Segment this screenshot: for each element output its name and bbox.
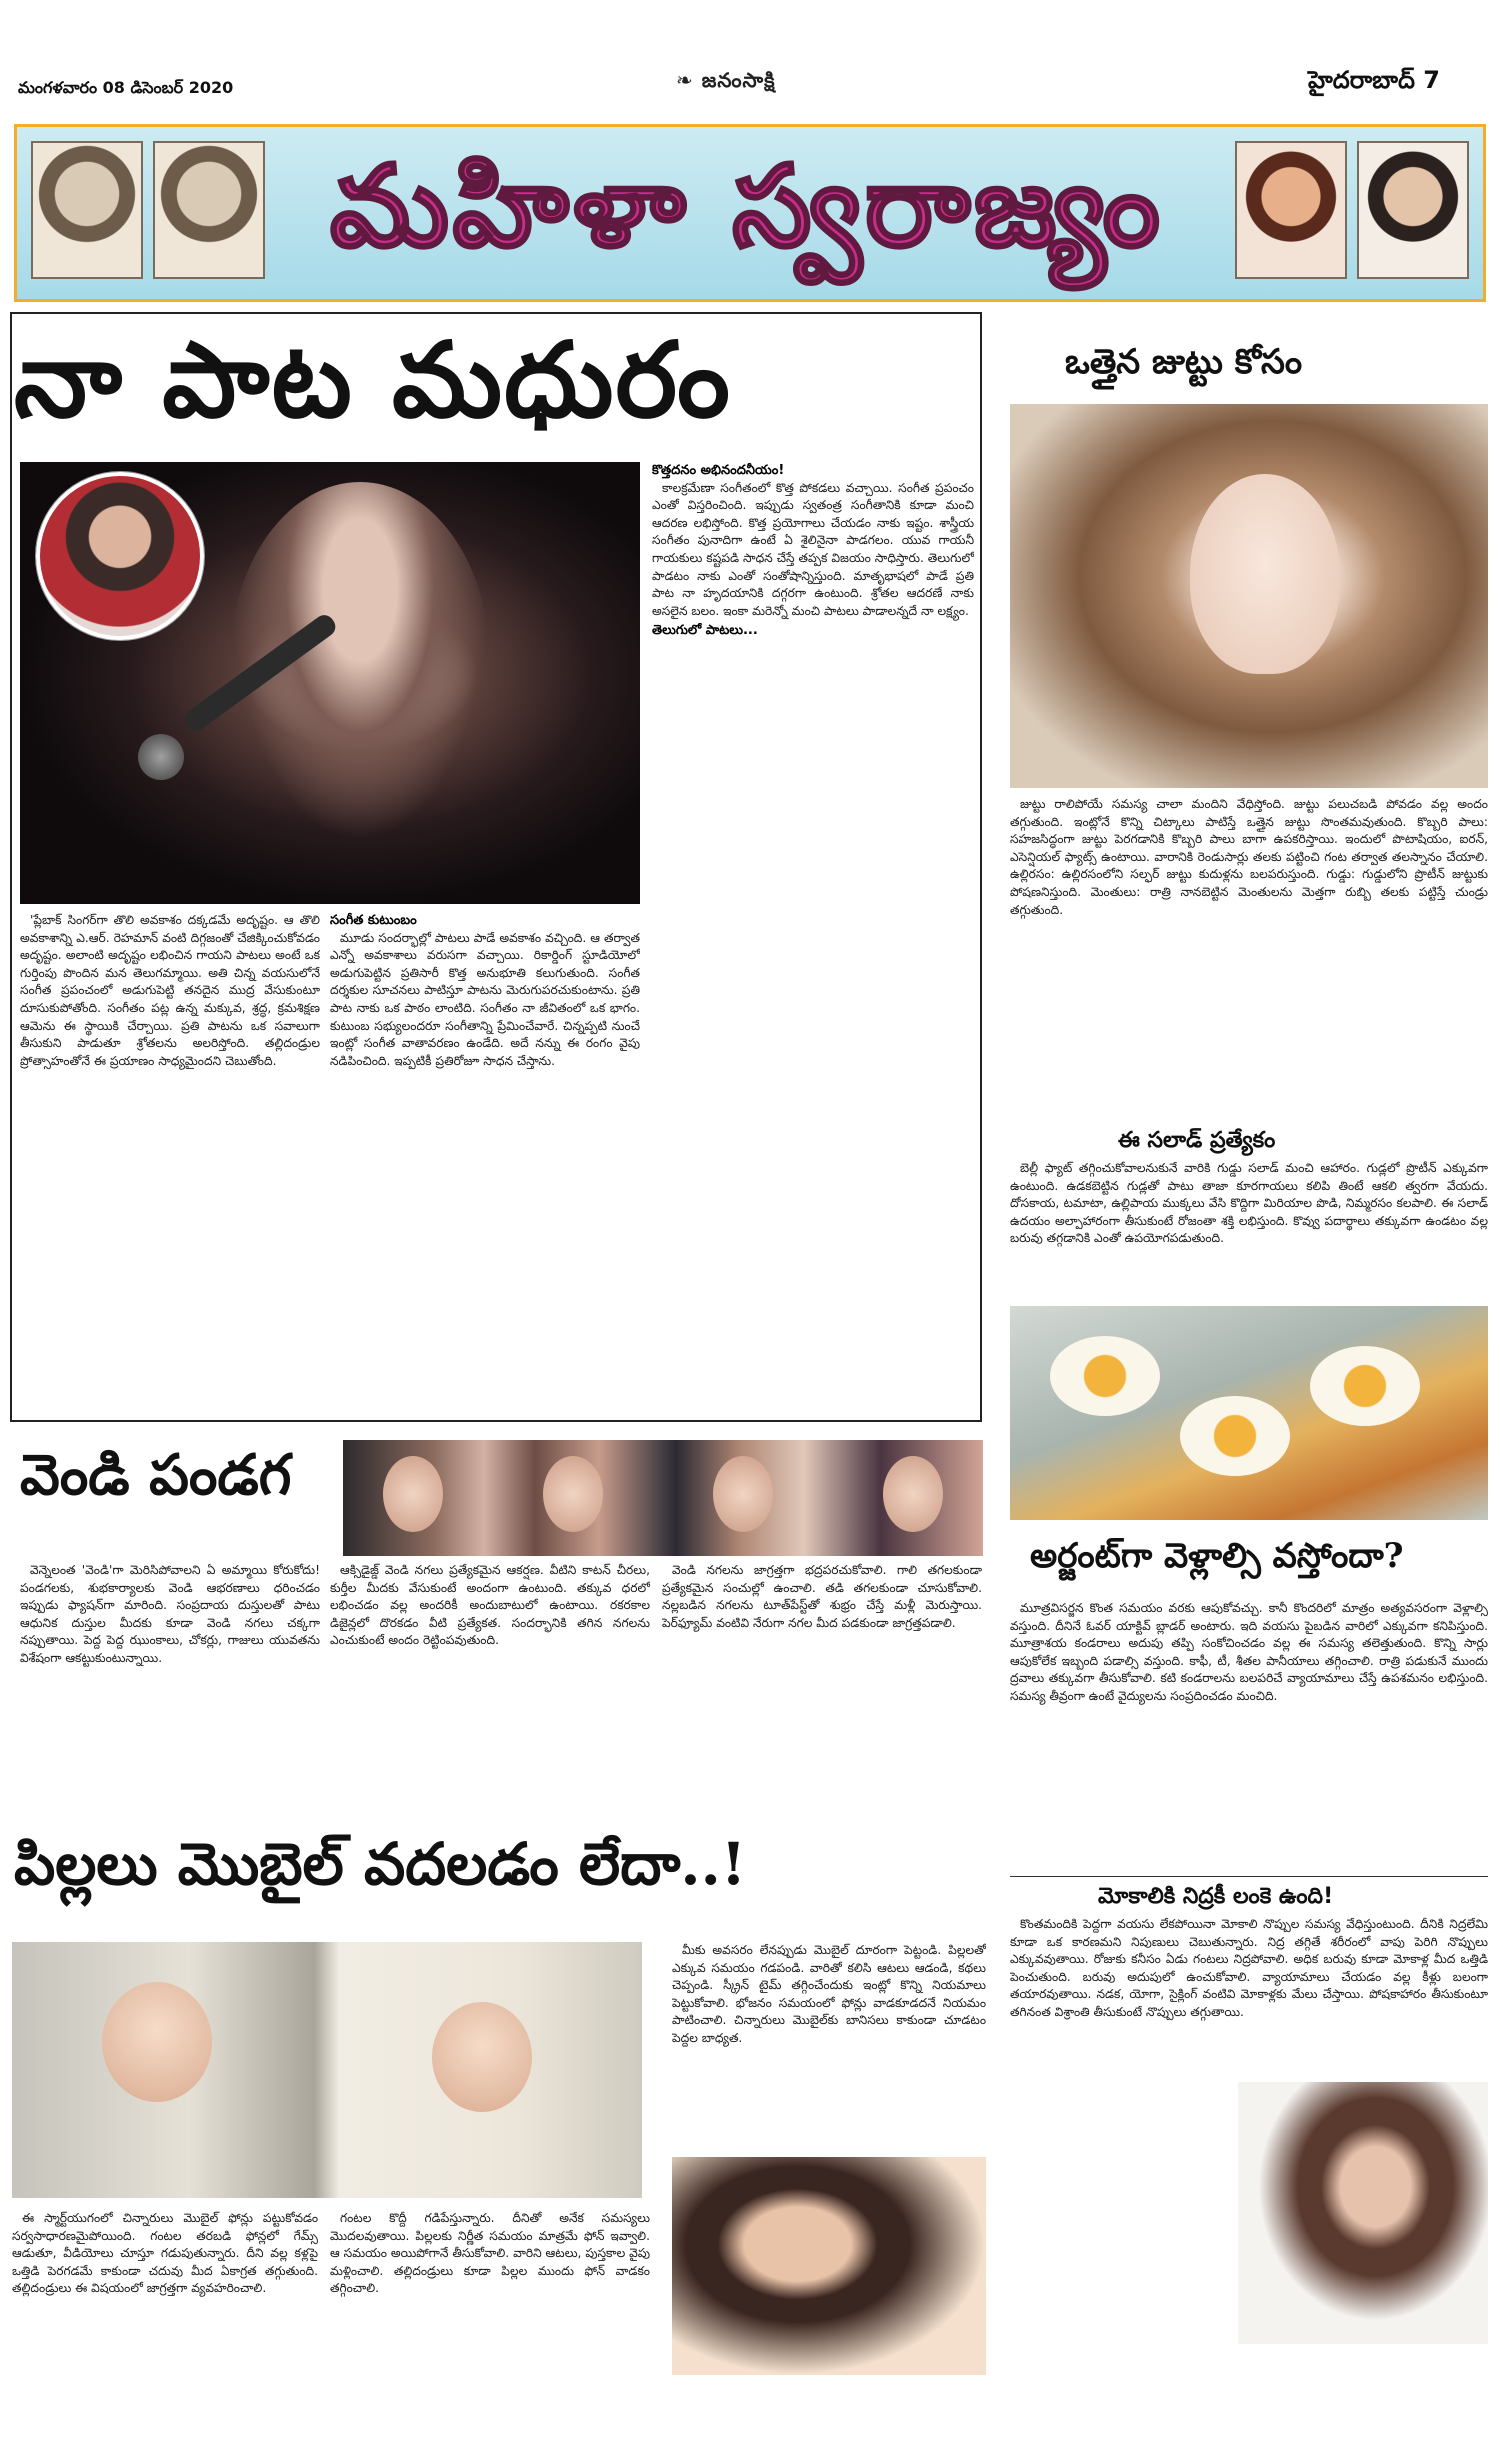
egg-slice-1 (1050, 1336, 1160, 1416)
subhead-novelty: కొత్తదనం అభినందనీయం! (652, 463, 785, 478)
kid-face-2 (432, 2002, 532, 2112)
subhead-family: సంగీత కుటుంబం (330, 913, 417, 928)
article-silver-col1 (20, 1562, 320, 1810)
article-silver-title: వెండి పండగ (20, 1442, 292, 1508)
article-knee-title: మోకాలికి నిద్రకీ లంకె ఉంది! (1098, 1884, 1334, 1909)
salad-photo (1010, 1306, 1488, 1520)
masthead (676, 68, 776, 97)
hair-model-photo (1010, 404, 1488, 788)
banner-portrait-4 (1357, 141, 1469, 279)
model-face-1 (383, 1456, 443, 1532)
model-face-2 (543, 1456, 603, 1532)
kids-with-phones-photo (12, 1942, 642, 2198)
issue-date: మంగళవారం 08 డిసెంబర్ 2020 (18, 78, 234, 97)
masthead-text: జనంసాక్షి (701, 68, 776, 92)
banner-portrait-3 (1235, 141, 1347, 279)
model-face-4 (883, 1456, 943, 1532)
salad-body (1010, 1160, 1488, 1300)
article-mobile-col2-text: గంటల కొద్దీ గడిపేస్తున్నారు. దీనితో అనేక సమస్యలు మొదలవుతాయి. పిల్లలకు నిర్ణీత సమయం మాత్రమే ఫోన్‌ ఇవ్వాలి. ఆ సమయం అయిపోగానే తీసుకోవాలి. వారిని ఆటలు, పుస్తకాల వైపు మళ్లించాలి. తల్లిదండ్రులు కూడా పిల్లల ముందు ఫోన్‌ వాడకం తగ్గించాలి. (330, 2211, 650, 2296)
banner-title: మహిళా స్వరాజ్యం (330, 141, 1164, 272)
article-mobile-col1-text: ఈ స్మార్ట్‌యుగంలో చిన్నారులు మొబైల్‌ ఫోన్లు పట్టుకోవడం సర్వసాధారణమైపోయింది. గంటల తరబడి ఫోన్లలో గేమ్స్‌ ఆడుతూ, వీడియోలు చూస్తూ గడుపుతున్నారు. దీని వల్ల కళ్లపై ఒత్తిడి పెరగడమే కాకుండా చదువు మీద ఏకాగ్రత తగ్గుతుంది. తల్లిదండ్రులు ఈ విషయంలో జాగ్రత్తగా వ్యవహరించాలి. (12, 2211, 318, 2296)
article-silver-col1-text: వెన్నెలంత 'వెండి'గా మెరిసిపోవాలని ఏ అమ్మాయి కోరుకోదు! పండగలకు, శుభకార్యాలకు వెండి ఆభరణాలు ధరించడం ఇప్పుడు ఫ్యాషన్‌గా మారింది. సంప్రదాయ దుస్తులతో పాటు ఆధునిక దుస్తుల మీదకు కూడా వెండి నగలు చక్కగా నప్పుతాయి. పెద్ద పెద్ద ఝుంకాలు, చోకర్లు, గాజులు యువతను విశేషంగా ఆకట్టుకుంటున్నాయి. (20, 1563, 320, 1665)
article-hair-body (1010, 796, 1488, 1116)
article-song-col2 (330, 912, 640, 1412)
banner-portrait-1 (31, 141, 143, 279)
article-song-col3-text: కాలక్రమేణా సంగీతంలో కొత్త పోకడలు వచ్చాయి. సంగీత ప్రపంచం ఎంతో విస్తరించింది. ఇప్పుడు స్వతంత్ర సంగీతానికి కూడా మంచి ఆదరణ లభిస్తోంది. కొత్త ప్రయోగాలు చేయడం నాకు ఇష్టం. శాస్త్రీయ సంగీతం పునాదిగా ఉంటే ఏ శైలినైనా పాడగలం. యువ గాయనీ గాయకులు కష్టపడి సాధన చేస్తే తప్పక విజయం సాధిస్తారు. తెలుగులో పాడటం నాకు ఎంతో సంతోషాన్నిస్తుంది. మాతృభాషలో పాడే ప్రతి పాట నా హృదయానికి దగ్గరగా ఉంటుంది. శ్రోతల ఆదరణే నాకు అసలైన బలం. ఇంకా మరెన్నో మంచి పాటలు పాడాలన్నదే నా లక్ష్యం. (652, 480, 974, 618)
banner-portrait-2 (153, 141, 265, 279)
page-number (1308, 66, 1440, 100)
article-silver-col3 (662, 1562, 982, 1810)
page-number-value: 7 (1423, 66, 1440, 94)
girl-with-phone-photo (672, 2157, 986, 2375)
article-hair-text: జుట్టు రాలిపోయే సమస్య చాలా మందిని వేధిస్తోంది. జుట్టు పలుచబడి పోవడం వల్ల అందం తగ్గుతుంది. ఇంట్లోనే కొన్ని చిట్కాలు పాటిస్తే ఒత్తైన జుట్టు సొంతమవుతుంది. కొబ్బరి పాలు: సహజసిద్ధంగా జుట్టు పెరగడానికి కొబ్బరి పాలు బాగా ఉపకరిస్తాయి. ఇందులో పొటాషియం, ఐరన్‌, ఎసెన్షియల్‌ ఫ్యాట్స్‌ ఉంటాయి. వారానికి రెండుసార్లు తలకు పట్టించి గంట తర్వాత తలస్నానం చేయాలి. ఉల్లిరసం: ఉల్లిరసంలోని సల్ఫర్‌ జుట్టు కుదుళ్లను బలపరుస్తుంది. గుడ్డు: గుడ్డులోని ప్రొటీన్‌ జుట్టుకు పోషణనిస్తుంది. మెంతులు: రాత్రి నానబెట్టిన మెంతులను మెత్తగా రుబ్బి తలకు పట్టిస్తే చుండ్రు తగ్గుతుంది. (1010, 797, 1488, 917)
knee-pain-photo (1238, 2082, 1488, 2344)
knee-divider (1010, 1876, 1488, 1877)
egg-slice-2 (1180, 1396, 1290, 1476)
article-mobile-col2 (330, 2210, 650, 2450)
microphone-head (138, 734, 184, 780)
article-urgent-text: మూత్రవిసర్జన కొంత సమయం వరకు ఆపుకోవచ్చు. కానీ కొందరిలో మాత్రం అత్యవసరంగా వెళ్లాల్సి వస్తుంది. దీనినే ఓవర్‌ యాక్టివ్‌ బ్లాడర్‌ అంటారు. ఇది వయసు పైబడిన వారిలో ఎక్కువగా కనిపిస్తుంది. మూత్రాశయ కండరాలు అదుపు తప్పి సంకోచించడం వల్ల ఈ సమస్య తలెత్తుతుంది. కొన్ని సార్లు ఆపుకోలేక ఇబ్బంది పడాల్సి వస్తుంది. కాఫీ, టీ, శీతల పానీయాలు తగ్గించాలి. రాత్రి పడుకునే ముందు ద్రవాలు తక్కువగా తీసుకోవాలి. కటి కండరాలను బలపరిచే వ్యాయామాలు చేస్తే ఉపశమనం లభిస్తుంది. సమస్య తీవ్రంగా ఉంటే వైద్యులను సంప్రదించడం మంచిది. (1010, 1601, 1488, 1703)
model-face (1190, 474, 1340, 674)
egg-slice-3 (1310, 1346, 1420, 1426)
article-silver-col2 (330, 1562, 650, 1810)
singer-inset-photo (36, 472, 204, 640)
article-knee-text: కొంతమందికి పెద్దగా వయసు లేకపోయినా మోకాలి నొప్పుల సమస్య వేధిస్తుంటుంది. దీనికి నిద్రలేమి కూడా ఒక కారణమని నిపుణులు చెబుతున్నారు. నిద్ర తగ్గితే శరీరంలో వాపు పెరిగి నొప్పులు ఎక్కువవుతాయి. రోజుకు కనీసం ఏడు గంటలు నిద్రపోవాలి. అధిక బరువు కూడా మోకాళ్ల మీద ఒత్తిడి పెంచుతుంది. బరువు అదుపులో ఉంచుకోవాలి. వ్యాయామాలు చేయడం వల్ల కీళ్లు బలంగా తయారవుతాయి. నడక, యోగా, సైక్లింగ్‌ వంటివి మోకాళ్లకు మేలు చేస్తాయి. పోషకాహారం తీసుకుంటూ తగినంత విశ్రాంతి తీసుకుంటే నొప్పులు తగ్గుతాయి. (1010, 1917, 1488, 2019)
article-song-col2-text: మూడు సందర్భాల్లో పాటలు పాడే అవకాశం వచ్చింది. ఆ తర్వాత ఎన్నో అవకాశాలు వరుసగా వచ్చాయి. రికార్డింగ్‌ స్టూడియోలో అడుగుపెట్టిన ప్రతిసారీ కొత్త అనుభూతి కలుగుతుంది. సంగీత దర్శకుల సూచనలు పాటిస్తూ పాటను మెరుగుపరచుకుంటాను. ప్రతి పాట నాకు ఒక పాఠం లాంటిది. సంగీతం నా జీవితంలో ఒక భాగం. కుటుంబ సభ్యులందరూ సంగీతాన్ని ప్రేమించేవారే. చిన్నప్పటి నుంచే ఇంట్లో సంగీత వాతావరణం ఉండేది. అదే నన్ను ఈ రంగం వైపు నడిపించింది. ఇప్పటికీ ప్రతిరోజూ సాధన చేస్తాను. (330, 930, 640, 1068)
city-name: హైదరాబాద్ (1308, 66, 1415, 94)
article-mobile-col1 (12, 2210, 318, 2450)
article-mobile-col3 (672, 1942, 986, 2152)
article-urgent-body (1010, 1600, 1488, 1870)
kid-face-1 (102, 1982, 212, 2102)
silver-jewelry-photo-strip (343, 1440, 983, 1556)
section-banner (14, 124, 1486, 302)
article-silver-col3-text: వెండి నగలను జాగ్రత్తగా భద్రపరచుకోవాలి. గాలి తగలకుండా ప్రత్యేకమైన సంచుల్లో ఉంచాలి. తడి తగలకుండా చూసుకోవాలి. నల్లబడిన నగలను టూత్‌పేస్ట్‌తో శుభ్రం చేస్తే మళ్లీ మెరుస్తాయి. పెర్‌ఫ్యూమ్‌ వంటివి నేరుగా నగల మీద పడకుండా జాగ్రత్తపడాలి. (662, 1563, 982, 1630)
article-song-title: నా పాట మధురం (14, 318, 732, 441)
article-song-col1-text: 'ప్లేబాక్‌ సింగర్‌గా తొలి అవకాశం దక్కడమే అదృష్టం. ఆ తొలి అవకాశాన్ని ఎ.ఆర్‌. రెహమాన్‌ వంటి దిగ్గజంతో చేజిక్కించుకోవడం అదృష్టం. అలాంటి అదృష్టం లభించిన గాయని పాటలు అంటే ఒక గుర్తింపు పొందిన మన తెలుగమ్మాయి. అతి చిన్న వయసులోనే సంగీత ప్రపంచంలో అడుగుపెట్టి తనదైన ముద్ర వేసుకుంటూ దూసుకుపోతోంది. సంగీతం పట్ల ఉన్న మక్కువ, శ్రద్ధ, క్రమశిక్షణ ఆమెను ఈ స్థాయికి చేర్చాయి. ప్రతి పాటను ఒక సవాలుగా తీసుకుని పాడుతూ శ్రోతలను అలరిస్తోంది. తల్లిదండ్రుల ప్రోత్సాహంతోనే ఈ ప్రయాణం సాధ్యమైందని చెబుతోంది. (20, 913, 320, 1068)
article-knee-body-top (1010, 1916, 1488, 2076)
salad-heading: ఈ సలాడ్‌ ప్రత్యేకం (1118, 1128, 1276, 1153)
article-urgent-title: అర్జంట్‌గా వెళ్లాల్సి వస్తోందా? (1030, 1536, 1404, 1576)
masthead-logo-icon: ❧ (676, 68, 702, 92)
subhead-telugu: తెలుగులో పాటలు... (652, 623, 758, 639)
article-hair-title: ఒత్తైన జుట్టు కోసం (1065, 342, 1303, 382)
article-mobile-title: పిల్లలు మొబైల్‌ వదలడం లేదా..! (14, 1830, 747, 1898)
article-silver-col2-text: ఆక్సిడైజ్డ్‌ వెండి నగలు ప్రత్యేకమైన ఆకర్షణ. వీటిని కాటన్‌ చీరలు, కుర్తీల మీదకు వేసుకుంటే అందంగా ఉంటుంది. తక్కువ ధరలో లభించడం వల్ల అందరికీ అందుబాటులో ఉంటాయి. రకరకాల డిజైన్లలో దొరకడం వీటి ప్రత్యేకత. సందర్భానికి తగిన నగలను ఎంచుకుంటే అందం రెట్టింపవుతుంది. (330, 1563, 650, 1648)
salad-text: బెల్లీ ఫ్యాట్‌ తగ్గించుకోవాలనుకునే వారికి గుడ్డు సలాడ్‌ మంచి ఆహారం. గుడ్లలో ప్రొటీన్‌ ఎక్కువగా ఉంటుంది. ఉడకబెట్టిన గుడ్లతో పాటు తాజా కూరగాయలు కలిపి తింటే ఆకలి త్వరగా వేయదు. దోసకాయ, టమాటా, ఉల్లిపాయ ముక్కలు వేసి కొద్దిగా మిరియాల పొడి, నిమ్మరసం కలపాలి. ఈ సలాడ్‌ ఉదయం అల్పాహారంగా తీసుకుంటే రోజంతా శక్తి లభిస్తుంది. కొవ్వు పదార్థాలు తక్కువగా ఉండటం వల్ల బరువు తగ్గడానికి ఎంతో ఉపయోగపడుతుంది. (1010, 1161, 1488, 1246)
article-mobile-col3-text: మీకు అవసరం లేనప్పుడు మొబైల్‌ దూరంగా పెట్టండి. పిల్లలతో ఎక్కువ సమయం గడపండి. వారితో కలిసి ఆటలు ఆడండి, కథలు చెప్పండి. స్క్రీన్‌ టైమ్‌ తగ్గించేందుకు ఇంట్లో కొన్ని నియమాలు పెట్టుకోవాలి. భోజనం సమయంలో ఫోన్లు వాడకూడదనే నియమం పాటించాలి. చిన్నారులు మొబైల్‌కు బానిసలు కాకుండా చూడటం పెద్దల బాధ్యత. (672, 1943, 986, 2045)
model-face-3 (713, 1456, 773, 1532)
article-song-col1 (20, 912, 320, 1412)
article-song-col3 (652, 462, 974, 1412)
